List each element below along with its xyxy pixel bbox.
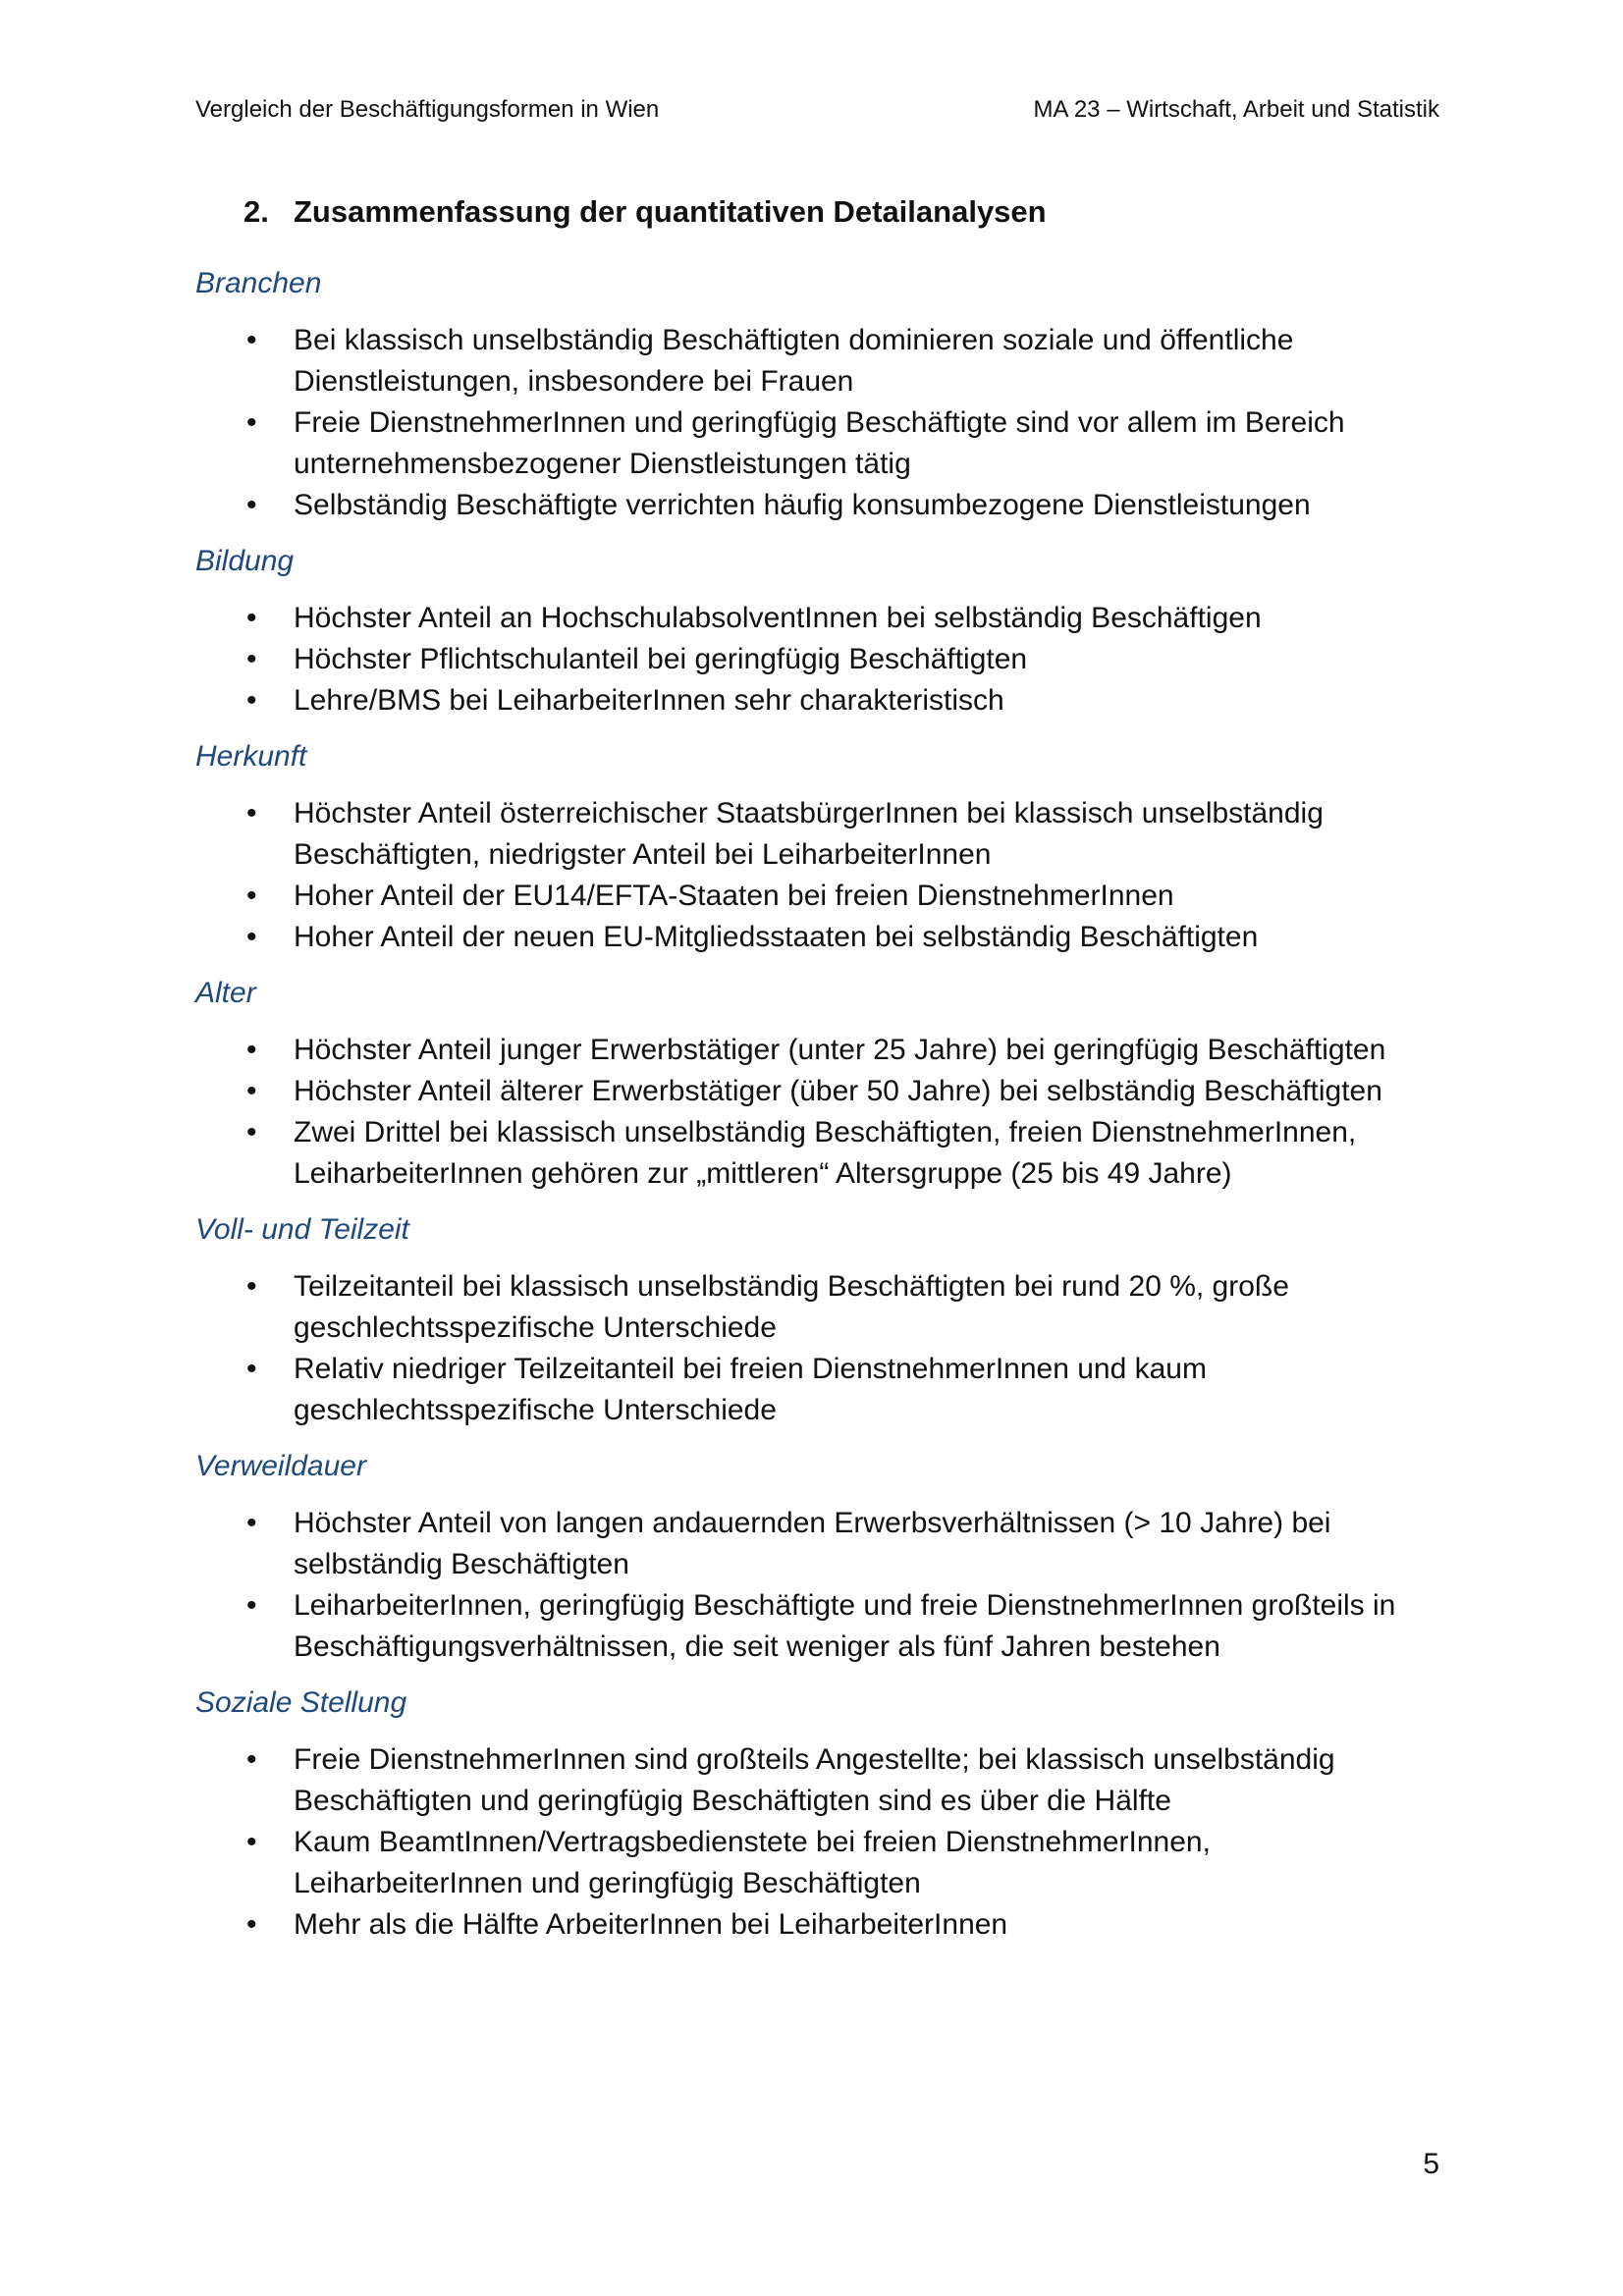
section-heading: Voll- und Teilzeit: [195, 1213, 409, 1246]
list-item-text: Höchster Pflichtschulanteil bei geringfügig Beschäftigten: [294, 643, 1028, 675]
list-item: [195, 1266, 1452, 1349]
section-branchen: [195, 263, 1452, 526]
list-item-text: Selbständig Beschäftigte verrichten häufig konsumbezogene Dienstleistungen: [294, 489, 1311, 521]
list-item-text: Höchster Anteil älterer Erwerbstätiger (über 50 Jahre) bei selbständig Beschäftigten: [294, 1075, 1382, 1107]
list-item-text: geschlechtsspezifische Unterschiede: [294, 1311, 777, 1344]
bullet-icon: •: [246, 643, 257, 675]
list-item-text: Höchster Anteil junger Erwerbstätiger (unter 25 Jahre) bei geringfügig Beschäftigten: [294, 1034, 1386, 1066]
bullet-icon: •: [246, 921, 257, 953]
section-herkunft: [195, 736, 1452, 958]
list-item: [195, 917, 1452, 958]
bullet-list: [195, 1739, 1452, 1946]
section-heading: Herkunft: [195, 740, 307, 773]
section-alter: [195, 973, 1452, 1195]
bullet-list: [195, 793, 1452, 958]
list-item-text: Höchster Anteil von langen andauernden Erwerbsverhältnissen (> 10 Jahre) bei: [294, 1507, 1331, 1539]
section-heading: Soziale Stellung: [195, 1686, 407, 1719]
list-item: [195, 1503, 1452, 1585]
list-item-text: Zwei Drittel bei klassisch unselbständig Beschäftigten, freien DienstnehmerInnen,: [294, 1116, 1357, 1148]
chapter-title: [243, 192, 1047, 232]
list-item-text: LeiharbeiterInnen, geringfügig Beschäftigte und freie DienstnehmerInnen großteils in: [294, 1589, 1396, 1622]
list-item: [195, 639, 1452, 680]
list-item: [195, 1822, 1452, 1904]
bullet-icon: •: [246, 1589, 257, 1622]
running-header-title: Vergleich der Beschäftigungsformen in Wien: [195, 96, 660, 123]
list-item: [195, 1030, 1452, 1071]
bullet-list: [195, 1266, 1452, 1431]
list-item-text: LeiharbeiterInnen und geringfügig Beschäftigten: [294, 1867, 921, 1899]
bullet-icon: •: [246, 1908, 257, 1941]
list-item-text: selbständig Beschäftigten: [294, 1548, 629, 1580]
list-item-text: unternehmensbezogener Dienstleistungen tätig: [294, 448, 911, 480]
list-item: [195, 598, 1452, 639]
bullet-list: [195, 320, 1452, 526]
section-heading: Branchen: [195, 267, 322, 299]
section-heading: Bildung: [195, 545, 295, 577]
bullet-icon: •: [246, 684, 257, 717]
section-verweildauer: [195, 1446, 1452, 1668]
list-item: [195, 320, 1452, 402]
bullet-list: [195, 1030, 1452, 1195]
list-item-text: Freie DienstnehmerInnen sind großteils Angestellte; bei klassisch unselbständig: [294, 1743, 1335, 1776]
bullet-icon: •: [246, 1743, 257, 1776]
list-item-text: Beschäftigten, niedrigster Anteil bei LeiharbeiterInnen: [294, 838, 992, 871]
bullet-icon: •: [246, 1116, 257, 1148]
list-item-text: Bei klassisch unselbständig Beschäftigten dominieren soziale und öffentliche: [294, 324, 1294, 356]
bullet-icon: •: [246, 324, 257, 356]
list-item-text: LeiharbeiterInnen gehören zur „mittleren“ Altersgruppe (25 bis 49 Jahre): [294, 1157, 1232, 1190]
section-heading: Verweildauer: [195, 1450, 366, 1482]
list-item: [195, 1739, 1452, 1822]
list-item-text: Freie DienstnehmerInnen und geringfügig Beschäftigte sind vor allem im Bereich: [294, 406, 1345, 439]
list-item: [195, 793, 1452, 876]
list-item: [195, 680, 1452, 721]
bullet-icon: •: [246, 1826, 257, 1858]
list-item: [195, 1071, 1452, 1112]
bullet-icon: •: [246, 880, 257, 912]
bullet-icon: •: [246, 489, 257, 521]
list-item: [195, 1585, 1452, 1668]
list-item: [195, 1112, 1452, 1195]
list-item-text: Lehre/BMS bei LeiharbeiterInnen sehr charakteristisch: [294, 684, 1004, 717]
list-item-text: Relativ niedriger Teilzeitanteil bei freien DienstnehmerInnen und kaum: [294, 1353, 1207, 1385]
list-item: [195, 402, 1452, 485]
section-heading: Alter: [195, 977, 256, 1009]
list-item-text: Teilzeitanteil bei klassisch unselbständig Beschäftigten bei rund 20 %, große: [294, 1270, 1289, 1303]
bullet-icon: •: [246, 1034, 257, 1066]
bullet-icon: •: [246, 797, 257, 829]
list-item-text: Höchster Anteil österreichischer StaatsbürgerInnen bei klassisch unselbständig: [294, 797, 1324, 829]
chapter-number: 2.: [243, 194, 269, 229]
bullet-icon: •: [246, 1270, 257, 1303]
bullet-icon: •: [246, 602, 257, 634]
list-item-text: Hoher Anteil der EU14/EFTA-Staaten bei freien DienstnehmerInnen: [294, 880, 1174, 912]
running-header-department: MA 23 – Wirtschaft, Arbeit und Statistik: [1033, 96, 1439, 123]
list-item-text: Beschäftigten und geringfügig Beschäftigten sind es über die Hälfte: [294, 1785, 1171, 1817]
list-item: [195, 1904, 1452, 1946]
list-item: [195, 1349, 1452, 1431]
list-item-text: Kaum BeamtInnen/Vertragsbedienstete bei freien DienstnehmerInnen,: [294, 1826, 1211, 1858]
section-voll-und-teilzeit: [195, 1209, 1452, 1431]
list-item-text: geschlechtsspezifische Unterschiede: [294, 1394, 777, 1426]
list-item-text: Beschäftigungsverhältnissen, die seit weniger als fünf Jahren bestehen: [294, 1630, 1220, 1663]
summary-content: [195, 263, 1452, 1946]
bullet-icon: •: [246, 1353, 257, 1385]
bullet-list: [195, 1503, 1452, 1668]
list-item-text: Hoher Anteil der neuen EU-Mitgliedsstaaten bei selbständig Beschäftigten: [294, 921, 1259, 953]
list-item: [195, 876, 1452, 917]
chapter-title-text: Zusammenfassung der quantitativen Detailanalysen: [294, 194, 1047, 229]
bullet-icon: •: [246, 1075, 257, 1107]
list-item-text: Dienstleistungen, insbesondere bei Frauen: [294, 365, 854, 398]
page-number: 5: [1423, 2148, 1439, 2180]
bullet-list: [195, 598, 1452, 721]
bullet-icon: •: [246, 1507, 257, 1539]
list-item: [195, 485, 1452, 526]
bullet-icon: •: [246, 406, 257, 439]
list-item-text: Mehr als die Hälfte ArbeiterInnen bei LeiharbeiterInnen: [294, 1908, 1008, 1941]
section-soziale-stellung: [195, 1682, 1452, 1946]
list-item-text: Höchster Anteil an HochschulabsolventInnen bei selbständig Beschäftigen: [294, 602, 1262, 634]
section-bildung: [195, 541, 1452, 721]
